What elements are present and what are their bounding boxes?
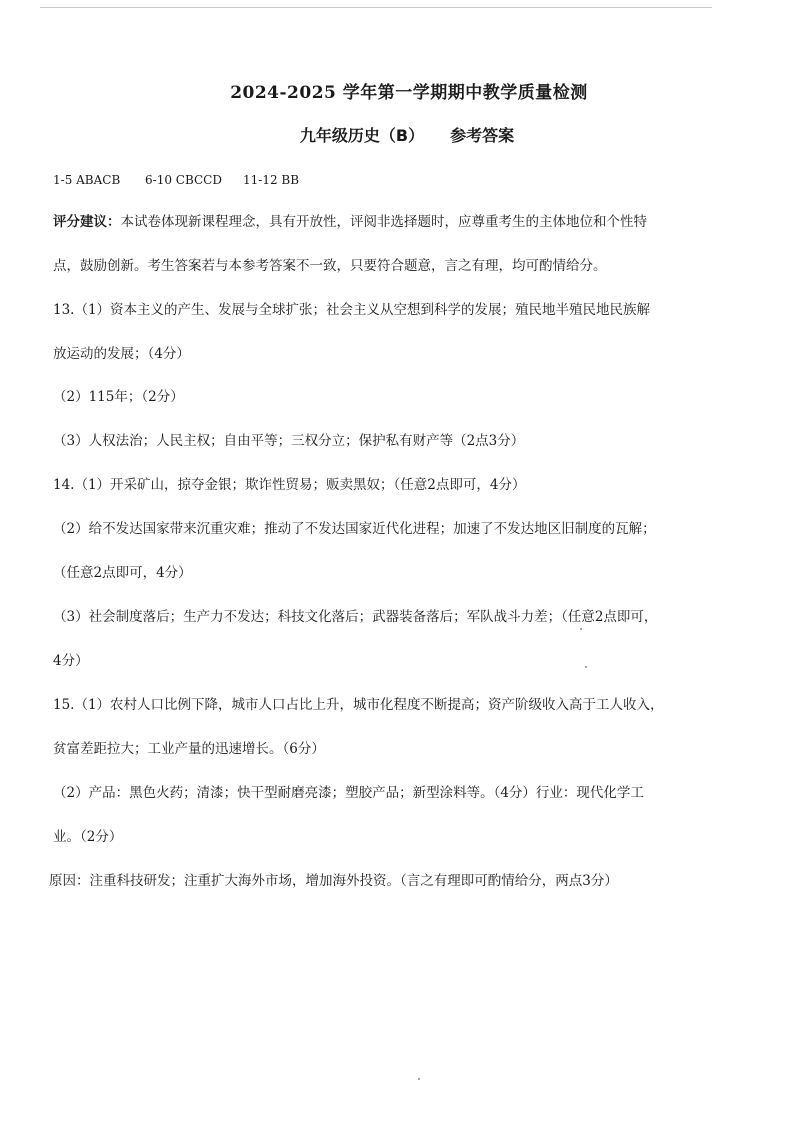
scan-speck: [585, 666, 587, 668]
q14-part2-line-2: （任意2点即可，4分）: [53, 565, 192, 581]
scan-speck: [580, 628, 582, 630]
q15-part1-line-2: 贫富差距拉大；工业产量的迅速增长。（6分）: [53, 741, 325, 757]
mc-group-1: 1-5 ABACB: [53, 173, 121, 187]
q13-part2: （2）115年；（2分）: [53, 389, 184, 405]
scoring-advice-text-1: 本试卷体现新课程理念，具有开放性，评阅非选择题时，应尊重考生的主体地位和个性特: [120, 214, 647, 230]
q13-part1-line-2: 放运动的发展；（4分）: [53, 346, 190, 362]
mc-group-2: 6-10 CBCCD: [145, 173, 222, 187]
multiple-choice-answers: [53, 170, 299, 190]
top-scan-rule: [40, 7, 712, 8]
q14-part1: 14.（1）开采矿山，掠夺金银；欺诈性贸易；贩卖黑奴；（任意2点即可，4分）: [53, 477, 526, 493]
scan-speck: [418, 1078, 420, 1080]
page-subtitle: [0, 123, 794, 146]
subject-label: 九年级历史（B）: [299, 126, 425, 145]
mc-group-3: 11-12 BB: [243, 173, 300, 187]
q14-part3-line-1: （3）社会制度落后；生产力不发达；科技文化落后；武器装备落后；军队战斗力差；（任意2点即可，: [53, 609, 658, 625]
q15-part1-line-1: 15.（1）农村人口比例下降，城市人口占比上升，城市化程度不断提高；资产阶级收入高于工人收入，: [53, 697, 664, 713]
answer-key-label: 参考答案: [450, 126, 515, 145]
scoring-advice-label: 评分建议：: [53, 214, 121, 230]
q15-part2-line-2: 业。（2分）: [53, 829, 123, 845]
scoring-advice-line-1: [53, 212, 647, 232]
q13-part1-line-1: 13.（1）资本主义的产生、发展与全球扩张；社会主义从空想到科学的发展；殖民地半殖民地民族解: [53, 302, 651, 318]
scoring-advice-line-2: 点，鼓励创新。考生答案若与本参考答案不一致，只要符合题意，言之有理，均可酌情给分。: [53, 258, 607, 274]
q15-reason: 原因：注重科技研发；注重扩大海外市场，增加海外投资。（言之有理即可酌情给分，两点3分）: [49, 873, 618, 889]
q14-part2-line-1: （2）给不发达国家带来沉重灾难；推动了不发达国家近代化进程；加速了不发达地区旧制度的瓦解；: [53, 521, 656, 537]
q13-part3: （3）人权法治；人民主权；自由平等；三权分立；保护私有财产等（2点3分）: [53, 433, 525, 449]
q15-part2-line-1: （2）产品：黑色火药；清漆；快干型耐磨亮漆；塑胶产品；新型涂料等。（4分）行业：现代化学工: [53, 785, 644, 801]
q14-part3-line-2: 4分）: [53, 653, 89, 669]
page-title: 2024-2025 学年第一学期期中教学质量检测: [230, 83, 588, 103]
